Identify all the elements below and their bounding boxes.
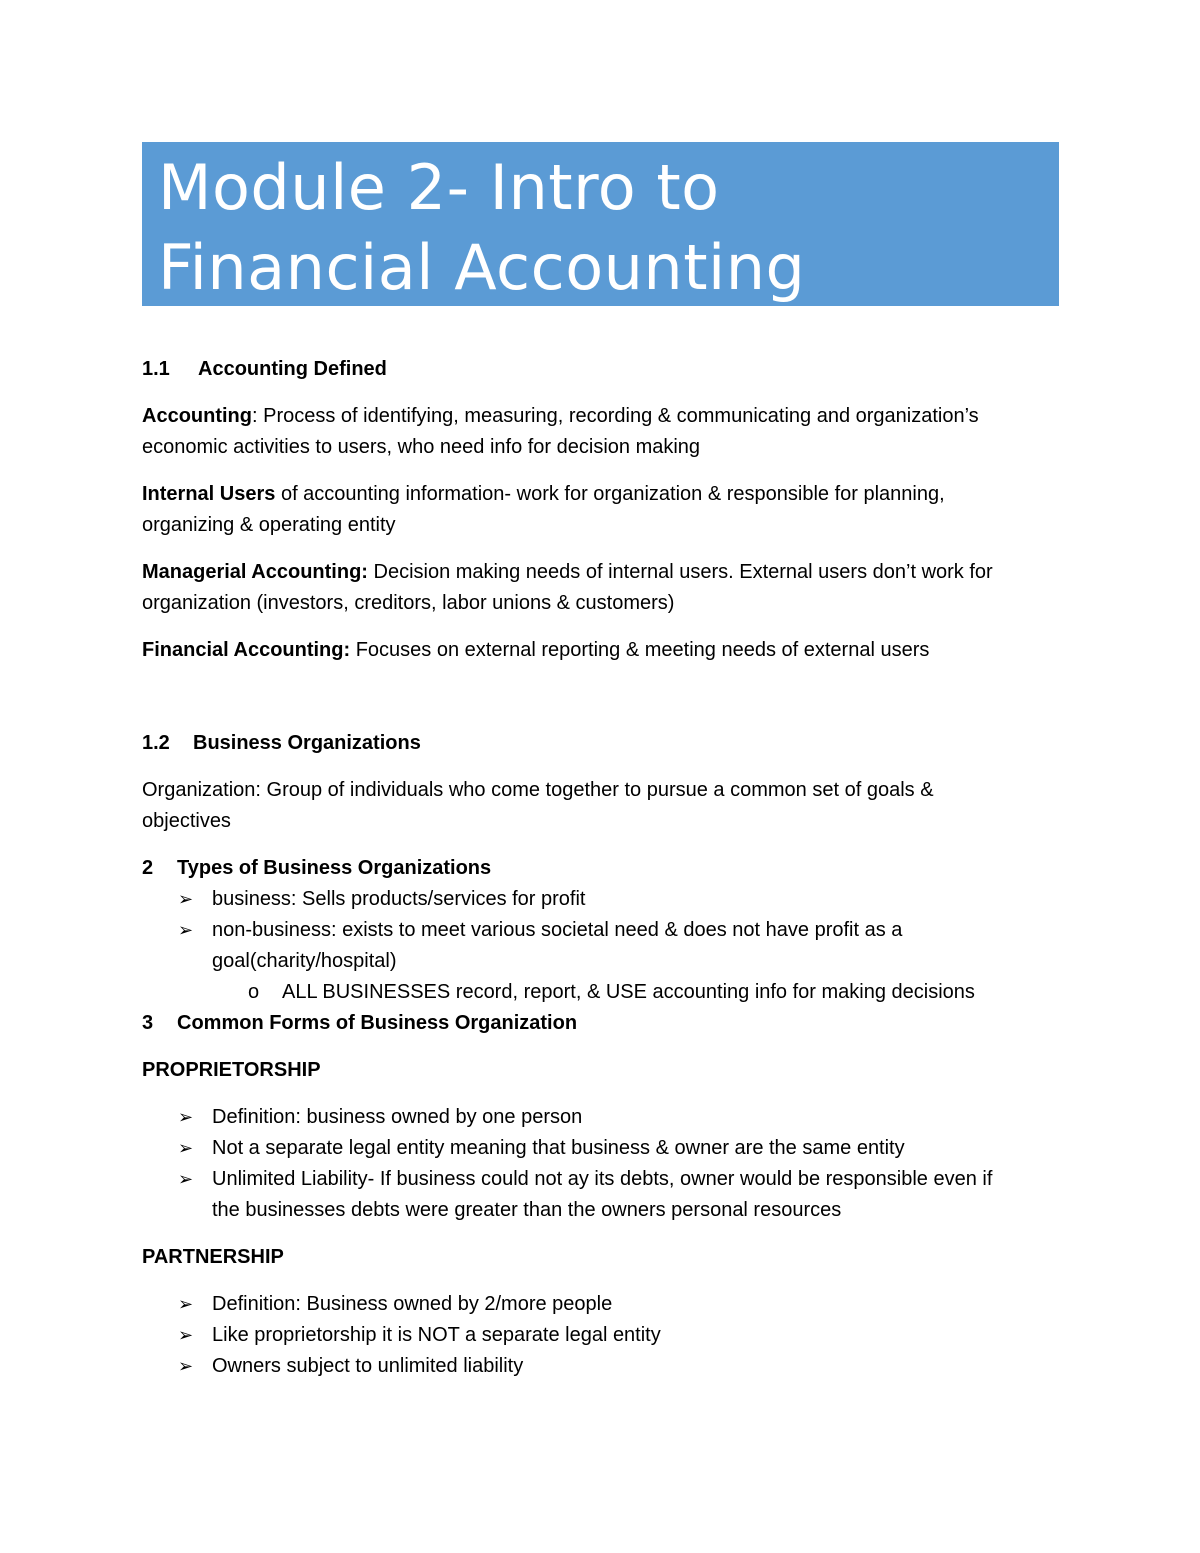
types-bullet-non-business-1: non-business: exists to meet various societal need & does not have profit as a xyxy=(212,919,903,941)
term-financial-accounting: Financial Accounting: xyxy=(142,639,351,661)
definition-accounting-text-2: economic activities to users, who need info for decision making xyxy=(142,436,701,458)
proprietorship-list xyxy=(142,1102,1062,1226)
definition-financial-accounting xyxy=(142,635,1062,666)
arrow-bullet-icon: ➢ xyxy=(178,1138,194,1158)
types-heading xyxy=(142,853,1062,884)
forms-number: 3 xyxy=(142,1012,154,1034)
proprietorship-bullet-1: Definition: business owned by one person xyxy=(212,1106,583,1128)
arrow-bullet-icon: ➢ xyxy=(178,1169,194,1189)
list-item xyxy=(142,1289,1062,1320)
partnership-heading: PARTNERSHIP xyxy=(142,1246,284,1268)
partnership-bullet-2: Like proprietorship it is NOT a separate legal entity xyxy=(212,1324,661,1346)
types-title: Types of Business Organizations xyxy=(177,857,492,879)
title-line-2: Financial Accounting xyxy=(158,231,806,304)
title-line-1: Module 2- Intro to xyxy=(158,151,720,224)
section-1-number: 1.1 xyxy=(142,358,170,380)
organization-definition xyxy=(142,775,1062,837)
list-item xyxy=(142,1351,1062,1382)
forms-title: Common Forms of Business Organization xyxy=(177,1012,578,1034)
section-2-heading xyxy=(142,728,1062,759)
section-1-heading xyxy=(142,354,1062,385)
partnership-list xyxy=(142,1289,1062,1382)
partnership-bullet-3: Owners subject to unlimited liability xyxy=(212,1355,524,1377)
types-sub-bullet: ALL BUSINESSES record, report, & USE accounting info for making decisions xyxy=(282,981,975,1003)
types-number: 2 xyxy=(142,857,154,879)
title-banner xyxy=(142,142,1059,306)
definition-internal-users-text-1: of accounting information- work for organization & responsible for planning, xyxy=(275,483,945,505)
definition-accounting xyxy=(142,401,1062,463)
arrow-bullet-icon: ➢ xyxy=(178,1356,194,1376)
list-item xyxy=(142,1320,1062,1351)
term-managerial-accounting: Managerial Accounting: xyxy=(142,561,368,583)
term-accounting: Accounting xyxy=(142,405,252,427)
arrow-bullet-icon: ➢ xyxy=(178,1325,194,1345)
circle-bullet-icon: o xyxy=(248,981,260,1003)
arrow-bullet-icon: ➢ xyxy=(178,1294,194,1314)
list-item xyxy=(142,1102,1062,1133)
list-item xyxy=(142,1164,1062,1195)
list-item xyxy=(142,884,1062,915)
proprietorship-bullet-2: Not a separate legal entity meaning that business & owner are the same entity xyxy=(212,1137,905,1159)
types-bullet-non-business-2: goal(charity/hospital) xyxy=(212,950,397,972)
list-item xyxy=(142,915,1062,946)
term-internal-users: Internal Users xyxy=(142,483,276,505)
organization-text-2: objectives xyxy=(142,810,231,832)
definition-internal-users xyxy=(142,479,1062,541)
arrow-bullet-icon: ➢ xyxy=(178,889,194,909)
arrow-bullet-icon: ➢ xyxy=(178,920,194,940)
definition-managerial-accounting xyxy=(142,557,1062,619)
definition-managerial-text-2: organization (investors, creditors, labor unions & customers) xyxy=(142,592,675,614)
definition-financial-text-1: Focuses on external reporting & meeting needs of external users xyxy=(350,639,930,661)
arrow-bullet-icon: ➢ xyxy=(178,1107,194,1127)
organization-text-1: Organization: Group of individuals who come together to pursue a common set of goals & xyxy=(142,779,934,801)
section-2-title: Business Organizations xyxy=(193,732,421,754)
definition-internal-users-text-2: organizing & operating entity xyxy=(142,514,396,536)
definition-accounting-text-1: : Process of identifying, measuring, recording & communicating and organization’s xyxy=(252,405,979,427)
proprietorship-bullet-3-2: the businesses debts were greater than the owners personal resources xyxy=(212,1199,842,1221)
proprietorship-bullet-3-1: Unlimited Liability- If business could not ay its debts, owner would be responsible even if xyxy=(212,1168,993,1190)
list-item xyxy=(142,977,1062,1008)
section-2-number: 1.2 xyxy=(142,732,170,754)
forms-heading xyxy=(142,1008,1062,1039)
proprietorship-heading: PROPRIETORSHIP xyxy=(142,1059,321,1081)
types-bullet-business: business: Sells products/services for profit xyxy=(212,888,586,910)
definition-managerial-text-1: Decision making needs of internal users. External users don’t work for xyxy=(367,561,993,583)
list-item xyxy=(142,1133,1062,1164)
document-body xyxy=(142,354,1062,1382)
section-1-title: Accounting Defined xyxy=(198,358,387,380)
partnership-bullet-1: Definition: Business owned by 2/more people xyxy=(212,1293,613,1315)
